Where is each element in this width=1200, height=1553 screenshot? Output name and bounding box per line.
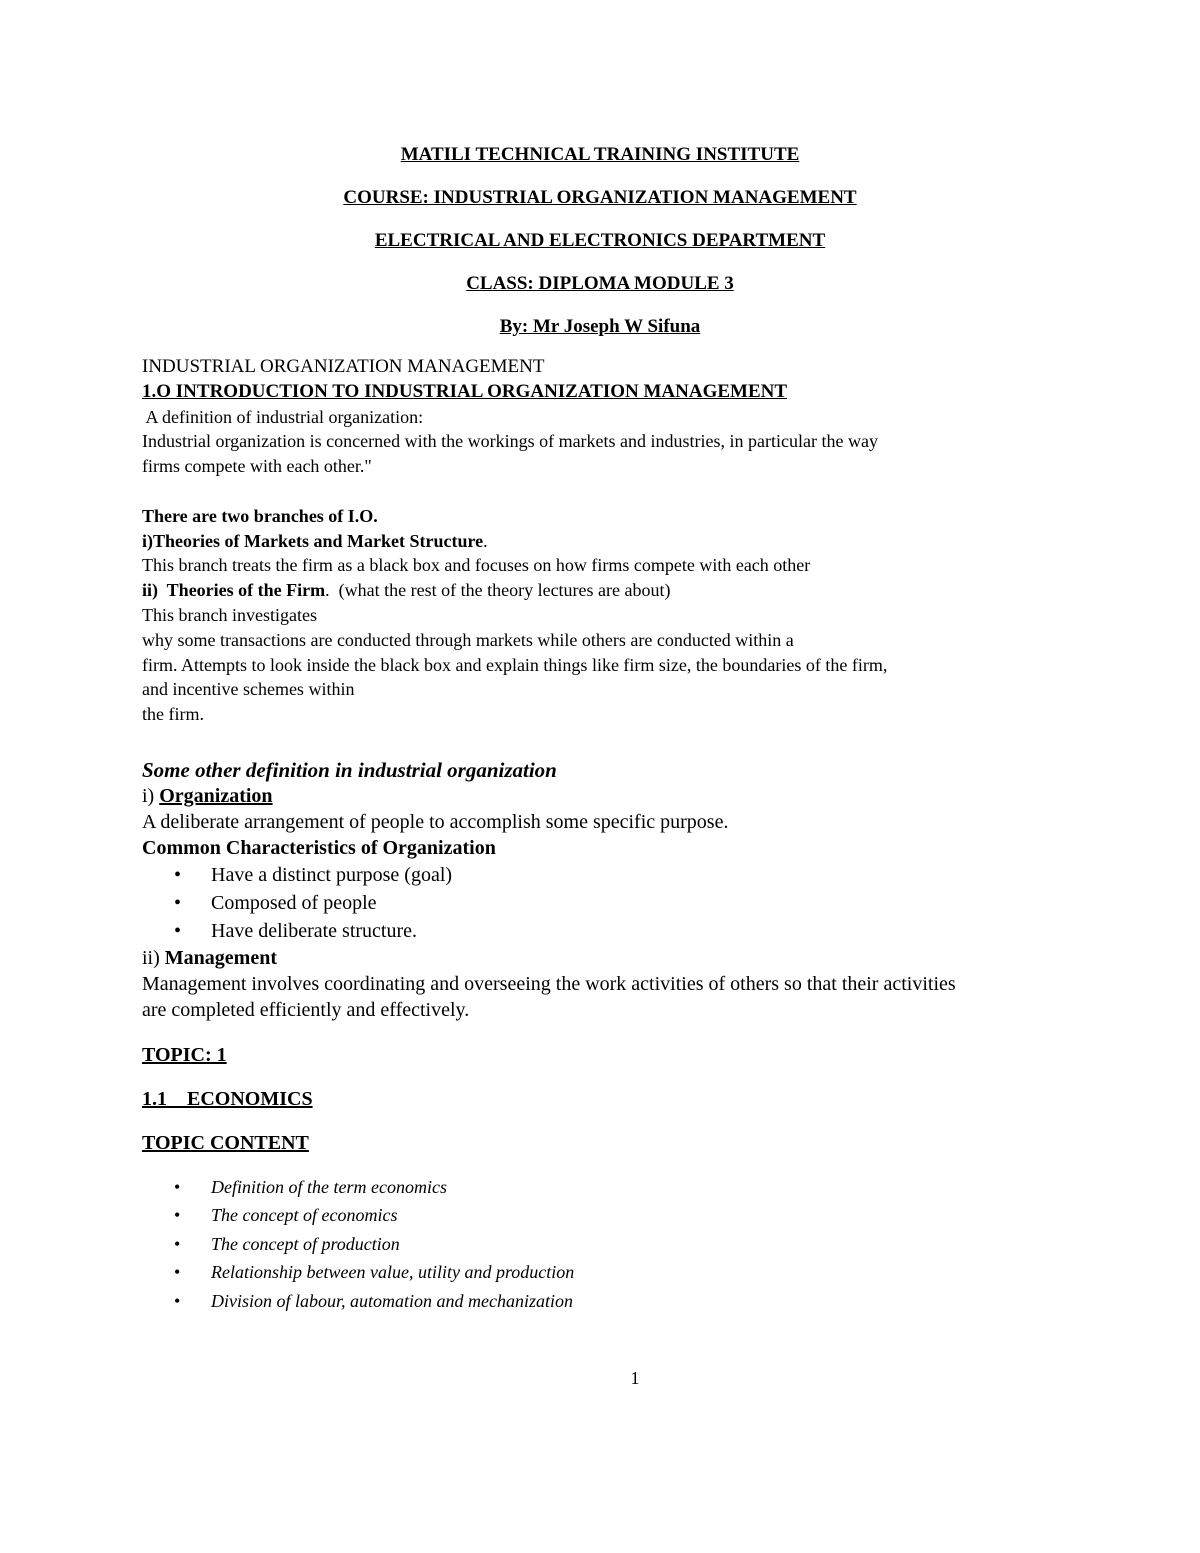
organization-heading	[142, 783, 1072, 809]
definition-text-2: firms compete with each other."	[142, 456, 372, 477]
branch-2-text-5: the firm.	[142, 704, 204, 725]
page-number: 1	[630, 1368, 640, 1388]
bullet-icon: •	[174, 1233, 181, 1254]
definitions-heading: Some other definition in industrial organization	[142, 757, 557, 782]
branch-2-text-2: why some transactions are conducted through markets while others are conducted within a	[142, 629, 794, 650]
topic-content-heading: TOPIC CONTENT	[142, 1131, 309, 1154]
class-title: CLASS: DIPLOMA MODULE 3	[466, 273, 734, 294]
department-title: ELECTRICAL AND ELECTRONICS DEPARTMENT	[374, 230, 826, 251]
branch-2-text-3: firm. Attempts to look inside the black box and explain things like firm size, the boundaries of the firm,	[142, 654, 888, 675]
branch-1-title-line: i)Theories of Markets and Market Structure.	[142, 530, 488, 551]
characteristics-list	[142, 861, 1072, 945]
list-item: • The concept of economics	[142, 1201, 1072, 1229]
organization-prefix: i)	[142, 784, 160, 807]
author-line: By: Mr Joseph W Sifuna	[499, 316, 701, 337]
branch-2-text-4: and incentive schemes within	[142, 679, 355, 700]
bullet-icon: •	[174, 863, 182, 886]
branch-1-text: This branch treats the firm as a black box and focuses on how firms compete with each other	[142, 555, 811, 576]
branch-1-title: i)Theories of Markets and Market Structure	[142, 530, 484, 551]
management-text-1: Management involves coordinating and overseeing the work activities of others so that their activities	[142, 972, 956, 995]
branch-2-title-line: ii) Theories of the Firm. (what the rest of the theory lectures are about)	[142, 580, 671, 601]
topic-label: TOPIC: 1	[142, 1043, 227, 1066]
bullet-icon: •	[174, 1176, 181, 1197]
document-body	[142, 355, 1072, 1315]
branch-2-note: (what the rest of the theory lectures are about)	[329, 580, 671, 601]
bullet-icon: •	[174, 891, 182, 914]
section-title: 1.1 ECONOMICS	[142, 1087, 313, 1110]
definition-label: A definition of industrial organization:	[142, 406, 424, 427]
intro-subtitle: 1.O INTRODUCTION TO INDUSTRIAL ORGANIZATION MANAGEMENT	[142, 380, 788, 402]
bullet-icon: •	[174, 919, 182, 942]
list-item: • Have deliberate structure.	[142, 917, 1072, 945]
course-title: COURSE: INDUSTRIAL ORGANIZATION MANAGEMENT	[343, 187, 857, 208]
bullet-icon: •	[174, 1262, 181, 1283]
institute-title: MATILI TECHNICAL TRAINING INSTITUTE	[400, 144, 800, 165]
branches-heading: There are two branches of I.O.	[142, 505, 378, 526]
organization-text: A deliberate arrangement of people to accomplish some specific purpose.	[142, 810, 729, 833]
list-item: • Division of labour, automation and mechanization	[142, 1287, 1072, 1315]
characteristics-heading: Common Characteristics of Organization	[142, 836, 496, 859]
intro-title: INDUSTRIAL ORGANIZATION MANAGEMENT	[142, 356, 545, 377]
bullet-icon: •	[174, 1290, 181, 1311]
list-item: • Have a distinct purpose (goal)	[142, 861, 1072, 889]
management-prefix: ii)	[142, 946, 165, 969]
branch-2-title: ii) Theories of the Firm	[142, 580, 326, 601]
management-title: Management	[164, 946, 277, 969]
organization-title: Organization	[159, 784, 273, 807]
bullet-icon: •	[174, 1205, 181, 1226]
management-heading	[142, 945, 1072, 971]
definition-text-1: Industrial organization is concerned with the workings of markets and industries, in particular the way	[142, 431, 878, 452]
branch-2-text-1: This branch investigates	[142, 604, 317, 625]
list-item: • The concept of production	[142, 1230, 1072, 1258]
topic-content-list	[142, 1173, 1072, 1315]
list-item: • Composed of people	[142, 889, 1072, 917]
list-item: • Relationship between value, utility and production	[142, 1258, 1072, 1286]
list-item: • Definition of the term economics	[142, 1173, 1072, 1201]
management-text-2: are completed efficiently and effectively.	[142, 998, 470, 1021]
